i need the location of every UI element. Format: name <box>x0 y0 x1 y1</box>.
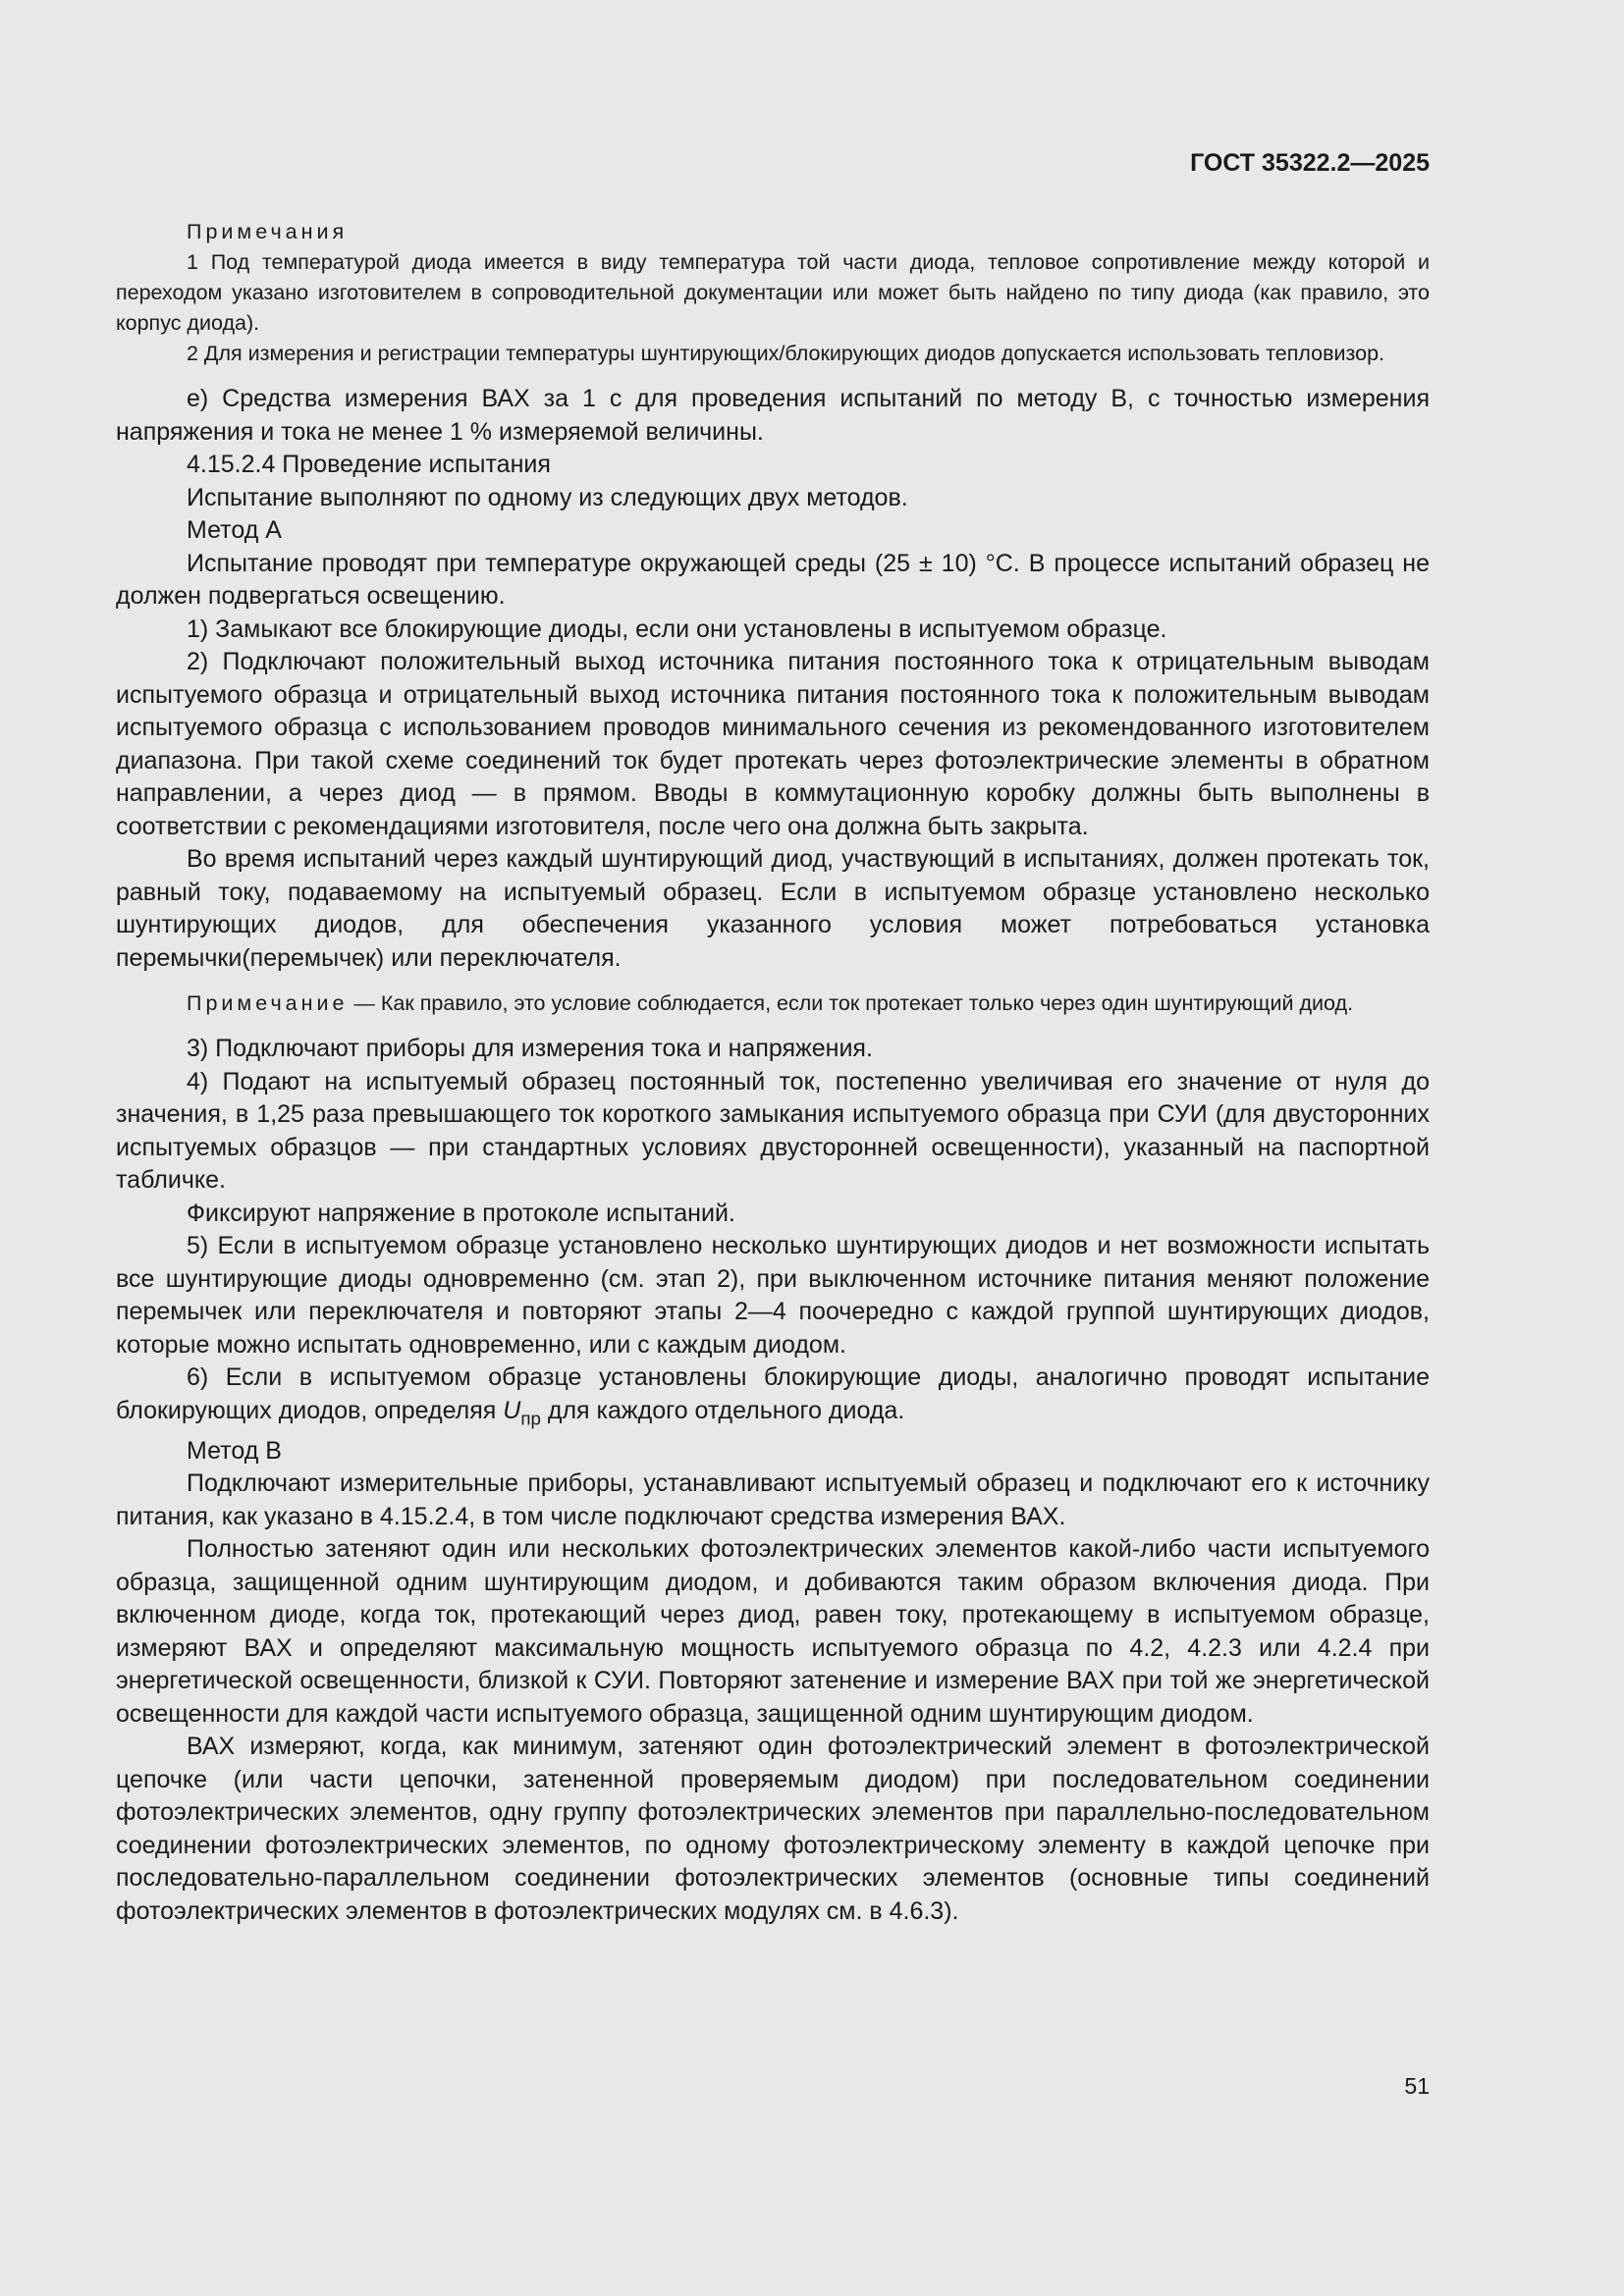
method-b-paragraph-2: Полностью затеняют один или нескольких фотоэлектрических элементов какой-либо части испытуемого образца, защищенной одним шунтирующим диодом, и добиваются таким образом включения диода. При включенном диоде, когда ток, протекающий через диод, равен току, протекающему в испытуемом образце, измеряют ВАХ и определяют максимальную мощность испытуемого образца по 4.2, 4.2.3 или 4.2.4 при энергетической освещенности, близкой к СУИ. Повторяют затенение и измерение ВАХ при той же энергетической освещенности для каждой части испытуемого образца, защищенной одним шунтирующим диодом. <box>116 1535 1430 1728</box>
notes-title: Примечания <box>187 220 349 243</box>
step-6-subscript: пр <box>520 1408 541 1429</box>
method-a-heading: Метод А <box>187 516 282 544</box>
note-item-1: 1 Под температурой диода имеется в виду температура той части диода, тепловое сопротивление между которой и переходом указано изготовителем в сопроводительной документации или может быть найдено по типу диода (как правило, это корпус диода). <box>116 250 1430 335</box>
step-4: 4) Подают на испытуемый образец постоянный ток, постепенно увеличивая его значение от нуля до значения, в 1,25 раза превышающего ток короткого замыкания испытуемого образца при СУИ (для двусторонних испытуемых образцов — при стандартных условиях двусторонней освещенности), указанный на паспортной табличке. <box>116 1067 1430 1194</box>
document-header: ГОСТ 35322.2—2025 <box>1190 149 1430 177</box>
step-1: 1) Замыкают все блокирующие диоды, если они установлены в испытуемом образце. <box>187 614 1167 643</box>
notes-block <box>116 217 1430 369</box>
step-5: 5) Если в испытуемом образце установлено несколько шунтирующих диодов и нет возможности испытать все шунтирующие диоды одновременно (см. этап 2), при выключенном источнике питания меняют положение перемычек или переключателя и повторяют этапы 2—4 поочередно с каждой группой шунтирующих диодов, которые можно испытать одновременно, или с каждым диодом. <box>116 1232 1430 1359</box>
step-2: 2) Подключают положительный выход источника питания постоянного тока к отрицательным выводам испытуемого образца и отрицательный выход источника питания постоянного тока к положительным выводам испытуемого образца с использованием проводов минимального сечения из рекомендованного изготовителем диапазона. При такой схеме соединений ток будет протекать через фотоэлектрические элементы в обратном направлении, а через диод — в прямом. Вводы в коммутационную коробку должны быть выполнены в соответствии с рекомендациями изготовителя, после чего она должна быть закрыта. <box>116 648 1430 840</box>
inline-note <box>116 988 1430 1019</box>
step-6 <box>116 1362 1430 1435</box>
inline-note-title: Примечание <box>187 991 349 1015</box>
intro-paragraph: Испытание выполняют по одному из следующих двух методов. <box>187 483 908 511</box>
paragraph-e: е) Средства измерения ВАХ за 1 с для проведения испытаний по методу В, с точностью измерения напряжения и тока не менее 1 % измеряемой величины. <box>116 385 1430 446</box>
step-6-variable: U <box>503 1396 521 1424</box>
step-6-text-end: для каждого отдельного диода. <box>540 1396 905 1424</box>
method-a-conditions: Испытание проводят при температуре окружающей среды (25 ± 10) °С. В процессе испытаний образец не должен подвергаться освещению. <box>116 549 1430 610</box>
document-page <box>116 137 1430 1928</box>
current-paragraph: Во время испытаний через каждый шунтирующий диод, участвующий в испытаниях, должен протекать ток, равный току, подаваемому на испытуемый образец. Если в испытуемом образце установлено несколько шунтирующих диодов, для обеспечения указанного условия может потребоваться установка перемычки(перемычек) или переключателя. <box>116 845 1430 972</box>
method-b-heading: Метод В <box>187 1436 282 1465</box>
step-6-text-start: 6) Если в испытуемом образце установлены блокирующие диоды, аналогично проводят испытание блокирующих диодов, определяя <box>116 1363 1430 1424</box>
step-3: 3) Подключают приборы для измерения тока и напряжения. <box>187 1035 873 1062</box>
page-number: 51 <box>1404 2073 1430 2099</box>
section-heading: 4.15.2.4 Проведение испытания <box>187 451 551 478</box>
method-b-paragraph-1: Подключают измерительные приборы, устанавливают испытуемый образец и подключают его к источнику питания, как указано в 4.15.2.4, в том числе подключают средства измерения ВАХ. <box>116 1469 1430 1530</box>
record-paragraph: Фиксируют напряжение в протоколе испытаний. <box>187 1199 735 1227</box>
method-b-paragraph-3: ВАХ измеряют, когда, как минимум, затеняют один фотоэлектрический элемент в фотоэлектрической цепочке (или части цепочки, затененной проверяемым диодом) при последовательном соединении фотоэлектрических элементов, одну группу фотоэлектрических элементов при параллельно-последовательном соединении фотоэлектрических элементов, по одному фотоэлектрическому элементу в каждой цепочке при последовательно-параллельном соединении фотоэлектрических элементов (основные типы соединений фотоэлектрических элементов в фотоэлектрических модулях см. в 4.6.3). <box>116 1733 1430 1925</box>
note-item-2: 2 Для измерения и регистрации температуры шунтирующих/блокирующих диодов допускается использовать тепловизор. <box>187 342 1385 365</box>
inline-note-text: — Как правило, это условие соблюдается, если ток протекает только через один шунтирующий диод. <box>348 991 1354 1015</box>
